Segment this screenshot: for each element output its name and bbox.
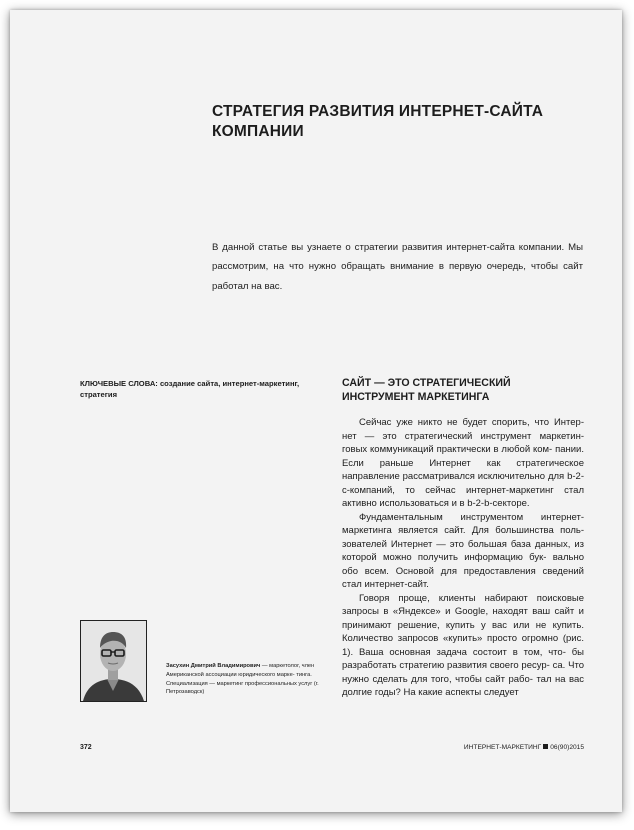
article-intro: В данной статье вы узнаете о стратегии развития интернет-сайта компании. Мы рассмотрим, на что нужно обращать внимание в первую очередь, чтобы сайт работал на вас.: [212, 242, 583, 292]
journal-footer: [464, 744, 584, 751]
square-icon: [543, 744, 548, 749]
author-photo: [80, 620, 147, 702]
article-title: СТРАТЕГИЯ РАЗВИТИЯ ИНТЕРНЕТ-САЙТА КОМПАНИИ: [212, 103, 544, 140]
section-heading: САЙТ — ЭТО СТРАТЕГИЧЕСКИЙ ИНСТРУМЕНТ МАРКЕТИНГА: [342, 377, 511, 403]
keywords-block: [80, 379, 320, 400]
keywords-label: КЛЮЧЕВЫЕ СЛОВА:: [80, 379, 158, 388]
article-body: [342, 416, 584, 700]
author-info: [166, 662, 324, 697]
keywords-text: создание сайта, интернет-маркетинг, стратегия: [80, 379, 300, 399]
body-paragraph: Сейчас уже никто не будет спорить, что Интер- нет — это стратегический инструмент маркетин- говых коммуникаций практически в любой ком- пании. Если раньше Интернет как стратегическое направление рассматривался исключительно для b-2-c-компаний, то сейчас интернет-маркетинг стал активно использоваться и в b-2-b-секторе.: [342, 417, 584, 509]
page-number: 372: [80, 744, 92, 751]
author-bio: — маркетолог, член Американской ассоциации юридического марке- тинга. Специализация — маркетинг профессиональных услуг (г. Петрозаводск): [166, 663, 319, 696]
magazine-page: [10, 10, 622, 812]
journal-name: ИНТЕРНЕТ-МАРКЕТИНГ: [463, 744, 542, 751]
body-paragraph: Говоря проще, клиенты набирают поисковые запросы в «Яндексе» и Google, находят ваш сайт и принимают решение, купить у вас или не купить. Количество запросов «купить» просто огромно (рис. 1). Ваша основная задача состоит в том, что- бы разработать стратегию развития своего ресур- са. Что нужно сделать для того, чтобы сайт рабо- тал на вас долгие годы? На какие аспекты следует: [342, 592, 584, 698]
author-name: Засухин Дмитрий Владимирович: [166, 663, 261, 669]
journal-issue: 06(90)2015: [550, 744, 584, 751]
author-portrait-image: [81, 621, 146, 701]
body-paragraph: Фундаментальным инструментом интернет- маркетинга является сайт. Для большинства поль- зователей Интернет — это большая база данных, из которой можно получить информацию бук- вально обо всем. Основой для предоставления сведений стал интернет-сайт.: [342, 511, 584, 590]
